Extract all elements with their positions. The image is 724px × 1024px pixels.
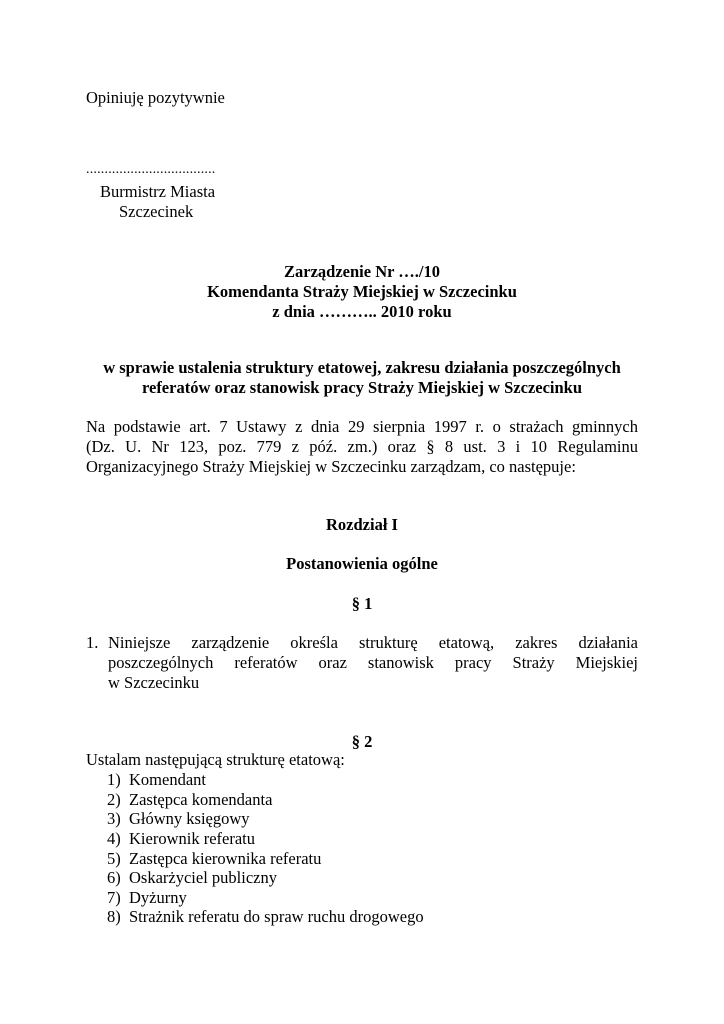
list-item-text: Oskarżyciel publiczny [129,868,277,887]
list-item-text: Zastępca komendanta [129,790,273,809]
section-2-intro: Ustalam następującą strukturę etatową: [86,750,345,769]
list-item-number: 1) [107,770,121,789]
list-item-number: 7) [107,888,121,907]
ordinance-issuer: Komendanta Straży Miejskiej w Szczecinku [207,282,517,301]
signer-city: Szczecinek [119,202,194,221]
ordinance-title: Zarządzenie Nr …./10 [284,262,440,281]
section-1-item-number: 1. [86,633,99,652]
subject-line-2: referatów oraz stanowisk pracy Straży Miejskiej w Szczecinku [141,378,583,397]
list-item-number: 2) [107,790,121,809]
section-1-line-1: Niniejsze zarządzenie określa strukturę etatową, zakres działania [108,633,638,652]
list-item-text: Dyżurny [129,888,187,907]
preamble-line-3: Organizacyjnego Straży Miejskiej w Szczecinku zarządzam, co następuje: [86,457,576,476]
section-1-line-2: poszczególnych referatów oraz stanowisk pracy Straży Miejskiej [108,653,638,672]
list-item-number: 3) [107,809,121,828]
list-item-text: Komendant [129,770,206,789]
chapter-title: Rozdział I [326,515,398,534]
section-1-title: § 1 [351,594,373,613]
list-item-number: 5) [107,849,121,868]
list-item-number: 6) [107,868,121,887]
list-item-number: 4) [107,829,121,848]
preamble-line-1: Na podstawie art. 7 Ustawy z dnia 29 sierpnia 1997 r. o strażach gminnych [86,417,638,436]
section-1-line-3: w Szczecinku [108,673,200,692]
chapter-subtitle: Postanowienia ogólne [286,554,438,573]
opinion-text: Opiniuję pozytywnie [86,88,225,107]
list-item-text: Strażnik referatu do spraw ruchu drogowego [129,907,424,926]
section-2-title: § 2 [351,732,373,751]
subject-line-1: w sprawie ustalenia struktury etatowej, zakresu działania poszczególnych [103,358,621,377]
list-item-text: Zastępca kierownika referatu [129,849,322,868]
signer-title: Burmistrz Miasta [100,182,216,201]
list-item-number: 8) [107,907,121,926]
ordinance-date: z dnia ……….. 2010 roku [272,302,452,321]
signature-dots: ................................... [86,162,216,177]
list-item-text: Kierownik referatu [129,829,255,848]
preamble-line-2: (Dz. U. Nr 123, poz. 779 z póź. zm.) oraz § 8 ust. 3 i 10 Regulaminu [86,437,638,456]
list-item-text: Główny księgowy [129,809,250,828]
